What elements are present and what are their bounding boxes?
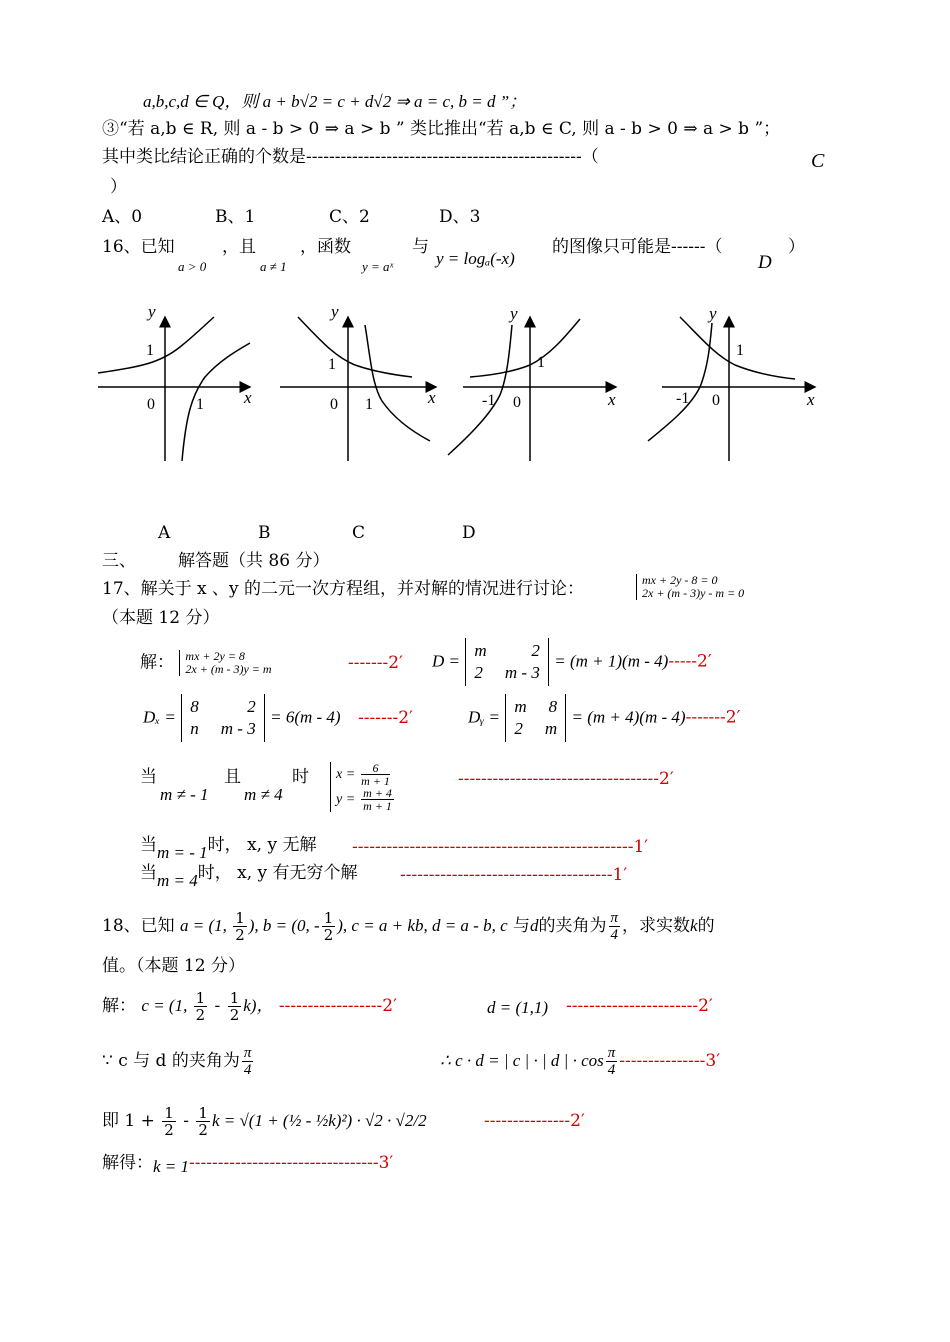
graph-d-y-label: y — [709, 304, 717, 323]
section3-title: 解答题（共 86 分） — [178, 551, 330, 571]
q17-system — [636, 574, 744, 600]
q18-sol-c — [102, 990, 397, 1023]
q15-close-paren: ） — [110, 177, 127, 197]
q18-c-d2: 2 — [229, 1006, 240, 1024]
q17-Dx — [143, 694, 413, 742]
graph-a-tick-1y: 1 — [146, 342, 154, 359]
graph-label-a: A — [158, 523, 171, 543]
q18-mark4: ---------------2′ — [484, 1111, 585, 1131]
graph-c-exp-curve — [470, 319, 580, 377]
graph-a-tick-1x: 1 — [196, 396, 204, 413]
q17-mark6: -------------------------------------------------1′ — [352, 837, 649, 857]
q18-because-pi: π — [243, 1045, 252, 1061]
graph-a-y-label: y — [148, 302, 156, 321]
q18-ask2: 的 — [697, 916, 715, 936]
q17-solution-line1 — [140, 650, 272, 676]
graph-c-y-label: y — [510, 304, 518, 323]
q18-with: 与 — [513, 916, 531, 936]
q17-D-m: m — [474, 641, 487, 660]
q17-Dx-n: n — [190, 719, 199, 738]
q17-mark3: -------2′ — [358, 707, 413, 728]
q17-Dy-8: 8 — [548, 697, 558, 716]
q17-case1-solution — [330, 762, 396, 812]
q18-ie-text: 即 1 + — [102, 1111, 161, 1131]
q18-ie-k: k = — [211, 1111, 240, 1130]
graph-b — [280, 302, 436, 461]
q18-solved — [102, 1152, 393, 1174]
graph-label-b: B — [258, 523, 271, 543]
q18-solved-text: 解得： — [102, 1153, 153, 1173]
q18-c-d1: 2 — [195, 1006, 206, 1024]
graph-d-tick-neg1: -1 — [676, 390, 690, 407]
q17-mark7: -------------------------------------1′ — [400, 865, 628, 885]
q18-c-n1: 1 — [195, 989, 206, 1007]
q17-Dy-m: m — [514, 697, 527, 716]
q18-ie-minus: - — [177, 1111, 195, 1131]
q17-D-result: = (m + 1)(m - 4) — [554, 651, 669, 671]
q17-case1-cond1: m ≠ - 1 — [160, 785, 209, 804]
graph-b-y-label: y — [331, 302, 339, 321]
q17-Dy-matrix — [505, 694, 566, 742]
graph-b-tick-1x: 1 — [365, 396, 373, 413]
graph-d-tick-0: 0 — [712, 392, 720, 409]
graph-b-x-label: x — [428, 388, 436, 407]
q18-ask: ，求实数 — [622, 916, 691, 936]
q18-line1 — [102, 910, 715, 943]
q17-D-m3: m - 3 — [504, 663, 540, 682]
graph-d — [648, 304, 815, 461]
q17-case3-cond: m = 4 — [157, 871, 198, 890]
q18-ie-n2: 1 — [198, 1104, 208, 1122]
q18-therefore — [440, 1045, 720, 1078]
q15-option-b: B、1 — [215, 207, 256, 227]
graph-b-tick-0: 0 — [330, 396, 338, 413]
q17-case3-text: 时， x, y 有无穷个解 — [197, 863, 358, 883]
q17-case1-x: x = — [336, 766, 356, 782]
graph-c-tick-neg1: -1 — [482, 392, 496, 409]
q17-Dx-matrix — [181, 694, 264, 742]
q15-option-d: D、3 — [439, 207, 481, 227]
q17-sol-system — [179, 650, 271, 676]
q18-b-vec: ), b = (0, - — [248, 916, 320, 935]
q17-case2 — [140, 834, 317, 862]
graph-c — [448, 304, 616, 461]
q17-case1-brace — [330, 762, 396, 812]
q15-line3 — [102, 146, 599, 168]
q17-case2-a: 当 — [140, 835, 157, 855]
graph-a-log-curve — [182, 343, 250, 461]
q18-prefix: 18、已知 — [102, 916, 175, 936]
q17-sol-sys2: 2x + (m - 3)y = m — [185, 662, 272, 676]
q17-D-matrix — [465, 638, 548, 686]
q17-case1-and: 且 — [224, 767, 241, 787]
graph-c-log-curve — [448, 325, 512, 455]
graph-label-c: C — [352, 523, 366, 543]
q15-open-paren: （ — [581, 147, 599, 167]
q17-D — [432, 638, 712, 686]
q17-Dy-label: Dᵧ = — [468, 707, 500, 727]
q17-case1-y-den: m + 1 — [363, 799, 392, 813]
q17-case1-y-num: m + 4 — [363, 786, 392, 800]
q18-because-text: ∵ c 与 d 的夹角为 — [102, 1051, 240, 1071]
q18-mark2: -----------------------2′ — [566, 996, 713, 1016]
q18-therefore-text: ∴ c · d = | c | · | d | · cos — [440, 1051, 604, 1070]
q17-case1-x-num: 6 — [361, 762, 390, 775]
q18-b-num: 1 — [323, 909, 334, 927]
q16-mid: ，且 — [222, 237, 256, 257]
q18-a-vec: a = (1, — [180, 916, 232, 935]
q15-line2: ③“若 a,b ∈ R, 则 a - b > 0 ⇒ a > b ” 类比推出“若 a,b ∈ C, 则 a - b > 0 ⇒ a > b ”； — [102, 119, 781, 139]
q17-mark4: -------2′ — [685, 707, 741, 728]
q17-mark5: -----------------------------------2′ — [458, 769, 674, 789]
q17-D-2b: 2 — [474, 663, 483, 682]
q17-case3 — [140, 862, 358, 890]
q17-sol-label: 解： — [140, 652, 174, 673]
q17-case1-x-den: m + 1 — [361, 774, 390, 788]
graph-b-exp-curve — [298, 317, 412, 377]
graph-label-d: D — [462, 523, 476, 543]
graph-b-tick-1y: 1 — [328, 356, 336, 373]
q17-points: （本题 12 分） — [102, 608, 220, 628]
q18-therefore-pi: π — [607, 1045, 616, 1061]
q17-mark1: -------2′ — [348, 653, 403, 673]
q16-close-paren: ） — [788, 237, 805, 257]
q18-ie — [102, 1105, 427, 1138]
q16-func2: y = logₐ(-x) — [436, 249, 515, 268]
q18-sol-label: 解： — [102, 996, 136, 1016]
q18-rest: ), c = a + kb, d = a - b, c — [337, 916, 508, 935]
q18-ie-n1: 1 — [164, 1104, 174, 1122]
q15-option-c: C、2 — [329, 207, 370, 227]
q17-Dx-2: 2 — [247, 697, 256, 716]
graph-c-tick-1y: 1 — [537, 354, 545, 371]
q15-answer: C — [811, 150, 825, 172]
q17-Dy-result: = (m + 4)(m - 4) — [571, 707, 686, 727]
q18-four: 4 — [610, 927, 619, 943]
q17-system-brace — [636, 574, 744, 600]
graph-d-tick-1y: 1 — [736, 342, 744, 359]
q17-sys-row1: mx + 2y - 8 = 0 — [642, 573, 718, 587]
q16-cond1: a > 0 — [178, 259, 207, 274]
q18-c-n2: 1 — [229, 989, 240, 1007]
q17-Dx-label: Dₓ = — [143, 707, 176, 727]
graph-b-log-curve — [365, 325, 430, 441]
q16-func-label: ，函数 — [300, 237, 351, 257]
q15-line1: a,b,c,d ∈ Q，则 a + b√2 = c + d√2 ⇒ a = c, b = d ”； — [143, 92, 527, 111]
q16-with: 与 — [412, 237, 429, 257]
q18-mark3: ---------------3′ — [619, 1051, 721, 1071]
q17-Dx-m3: m - 3 — [220, 719, 256, 738]
q17-sol-sys1: mx + 2y = 8 — [185, 649, 245, 663]
q18-mark1: ------------------2′ — [278, 996, 397, 1016]
q17-case3-a: 当 — [140, 863, 157, 883]
q18-k: k — [690, 916, 698, 935]
q16-func1: y = aˣ — [362, 259, 394, 274]
q18-d: d — [530, 916, 539, 935]
q17-case2-text: 时， x, y 无解 — [207, 835, 317, 855]
q17-Dx-result: = 6(m - 4) — [270, 707, 341, 727]
q18-ie-d2: 2 — [198, 1121, 208, 1139]
q17-case2-cond: m = - 1 — [157, 843, 208, 862]
q18-c-end: k)， — [243, 996, 274, 1015]
q18-because-four: 4 — [243, 1062, 252, 1078]
q15-question: 其中类比结论正确的个数是 — [102, 147, 306, 167]
q18-k-result: k = 1 — [153, 1157, 190, 1176]
q18-line2: 值。（本题 12 分） — [102, 956, 245, 976]
q17-D-label: D = — [432, 651, 460, 671]
q18-a-num: 1 — [235, 909, 245, 927]
q17-Dy-2: 2 — [514, 719, 523, 738]
q18-because — [102, 1045, 255, 1078]
q16-prefix: 16、已知 — [102, 237, 175, 257]
q17-mark2: -----2′ — [668, 651, 712, 672]
q16-graphs — [0, 295, 950, 495]
q17-case1-when: 时 — [292, 767, 309, 787]
q16-answer: D — [758, 252, 772, 273]
q18-therefore-four: 4 — [607, 1062, 616, 1078]
q17-prompt: 17、解关于 x 、y 的二元一次方程组，并对解的情况进行讨论： — [102, 579, 585, 599]
q17-sys-row2: 2x + (m - 3)y - m = 0 — [642, 586, 745, 600]
graph-d-x-label: x — [807, 390, 815, 409]
q17-Dy-m2: m — [544, 719, 558, 738]
q18-b-den: 2 — [323, 926, 334, 944]
graph-a-exp-curve — [98, 317, 214, 373]
q18-ie-root: √(1 + (½ - ½k)²) · √2 · √2/2 — [239, 1111, 427, 1130]
q16-suffix: 的图像只可能是------（ — [552, 237, 723, 257]
graph-a-tick-0: 0 — [147, 396, 155, 413]
q17-Dx-8: 8 — [190, 697, 199, 716]
q18-ie-d1: 2 — [164, 1121, 174, 1139]
q17-Dy — [468, 694, 740, 742]
q15-option-a: A、0 — [102, 207, 143, 227]
graph-c-tick-0: 0 — [513, 394, 521, 411]
graph-a — [98, 302, 252, 461]
q18-c-minus: - — [209, 996, 226, 1016]
q18-c-eq: c = (1, — [141, 996, 192, 1015]
q17-case1-a: 当 — [140, 767, 157, 787]
q18-a-den: 2 — [235, 926, 245, 944]
q17-D-2a: 2 — [531, 641, 540, 660]
q18-angle-text: 的夹角为 — [538, 916, 607, 936]
q18-pi: π — [610, 910, 619, 926]
q18-d-eq: d = (1,1) — [487, 998, 549, 1017]
q18-mark5: ---------------------------------3′ — [189, 1153, 394, 1173]
q16-cond2: a ≠ 1 — [260, 259, 287, 274]
q17-case1-cond2: m ≠ 4 — [244, 785, 283, 804]
section3-number: 三、 — [102, 551, 136, 571]
q15-dashes: ------------------------------------------------ — [306, 147, 582, 167]
q17-case1-y: y = — [336, 791, 356, 807]
graph-a-x-label: x — [244, 388, 252, 407]
graph-c-x-label: x — [608, 390, 616, 409]
